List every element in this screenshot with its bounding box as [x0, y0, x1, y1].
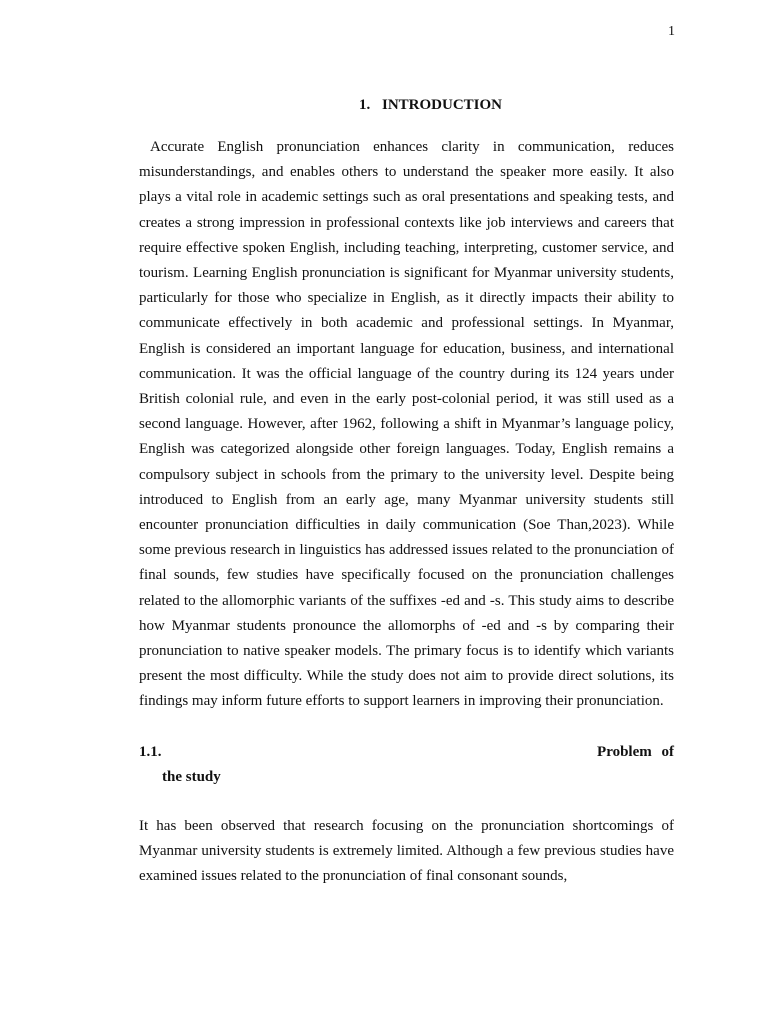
section-title: INTRODUCTION — [381, 97, 502, 113]
subsection-title-part1: Problem of — [597, 743, 674, 760]
page-content — [139, 95, 674, 890]
subsection-heading — [139, 740, 674, 790]
page-number: 1 — [668, 24, 675, 39]
subsection-number: 1.1. — [139, 743, 162, 760]
problem-paragraph: It has been observed that research focusing on the pronunciation shortcomings of Myanmar university students is extremely limited. Although a few previous studies have examined issues related to the pronunciation of final consonant sounds, — [139, 818, 674, 885]
section-number: 1. — [358, 97, 371, 113]
subsection-title-part2: the study — [162, 768, 221, 785]
section-heading — [187, 95, 674, 115]
introduction-paragraph: Accurate English pronunciation enhances clarity in communication, reduces misunderstandings, and enables others to understand the speaker more easily. It also plays a vital role in academic settings such as oral presentations and speaking tests, and creates a strong impression in professional contexts like job interviews and careers that require effective spoken English, including teaching, interpreting, customer service, and tourism. Learning English pronunciation is significant for Myanmar university students, particularly for those who specialize in English, as it directly impacts their ability to communicate effectively in both academic and professional settings. In Myanmar, English is considered an important language for education, business, and international communication. It was the official language of the country during its 124 years under British colonial rule, and even in the early post-colonial period, it was still used as a second language. However, after 1962, following a shift in Myanmar’s language policy, English was categorized alongside other foreign languages. Today, English remains a compulsory subject in schools from the primary to the university level. Despite being introduced to English from an early age, many Myanmar university students still encounter pronunciation difficulties in daily communication (Soe Than,2023). While some previous research in linguistics has addressed issues related to the pronunciation of final sounds, few studies have specifically focused on the pronunciation challenges related to the allomorphic variants of the suffixes -ed and -s. This study aims to describe how Myanmar students pronounce the allomorphs of -ed and -s by comparing their pronunciation to native speaker models. The primary focus is to identify which variants present the most difficulty. While the study does not aim to provide direct solutions, its findings may inform future efforts to support learners in improving their pronunciation. — [139, 139, 674, 710]
